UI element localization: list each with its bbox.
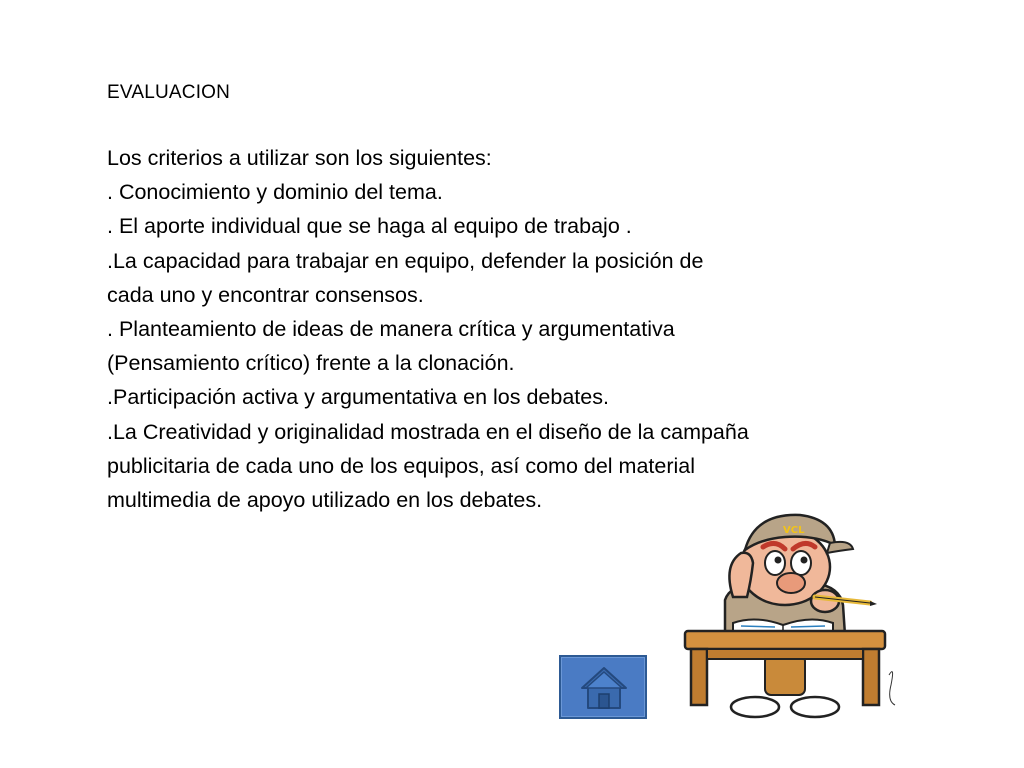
text-line: . El aporte individual que se haga al equipo de trabajo . bbox=[107, 214, 632, 239]
text-line: (Pensamiento crítico) frente a la clonación. bbox=[107, 351, 515, 376]
text-line: .La Creatividad y originalidad mostrada en el diseño de la campaña bbox=[107, 419, 749, 444]
slide-heading: EVALUACION bbox=[107, 82, 231, 103]
criteria-text bbox=[107, 141, 907, 517]
cap-label: VCL bbox=[783, 525, 805, 536]
text-line: .Participación activa y argumentativa en los debates. bbox=[107, 385, 609, 410]
text-line: publicitaria de cada uno de los equipos, así como del material bbox=[107, 453, 696, 478]
home-button[interactable] bbox=[559, 655, 647, 719]
text-line: .La capacidad para trabajar en equipo, defender la posición de bbox=[107, 248, 704, 273]
text-line: . Planteamiento de ideas de manera crítica y argumentativa bbox=[107, 317, 675, 342]
text-line: multimedia de apoyo utilizado en los debates. bbox=[107, 488, 543, 513]
text-line: Los criterios a utilizar son los siguientes: bbox=[107, 146, 492, 170]
text-line: cada uno y encontrar consensos. bbox=[107, 282, 424, 307]
text-line: . Conocimiento y dominio del tema. bbox=[107, 180, 443, 205]
cartoon-man-thinking-icon bbox=[665, 505, 905, 725]
home-icon bbox=[578, 664, 630, 712]
